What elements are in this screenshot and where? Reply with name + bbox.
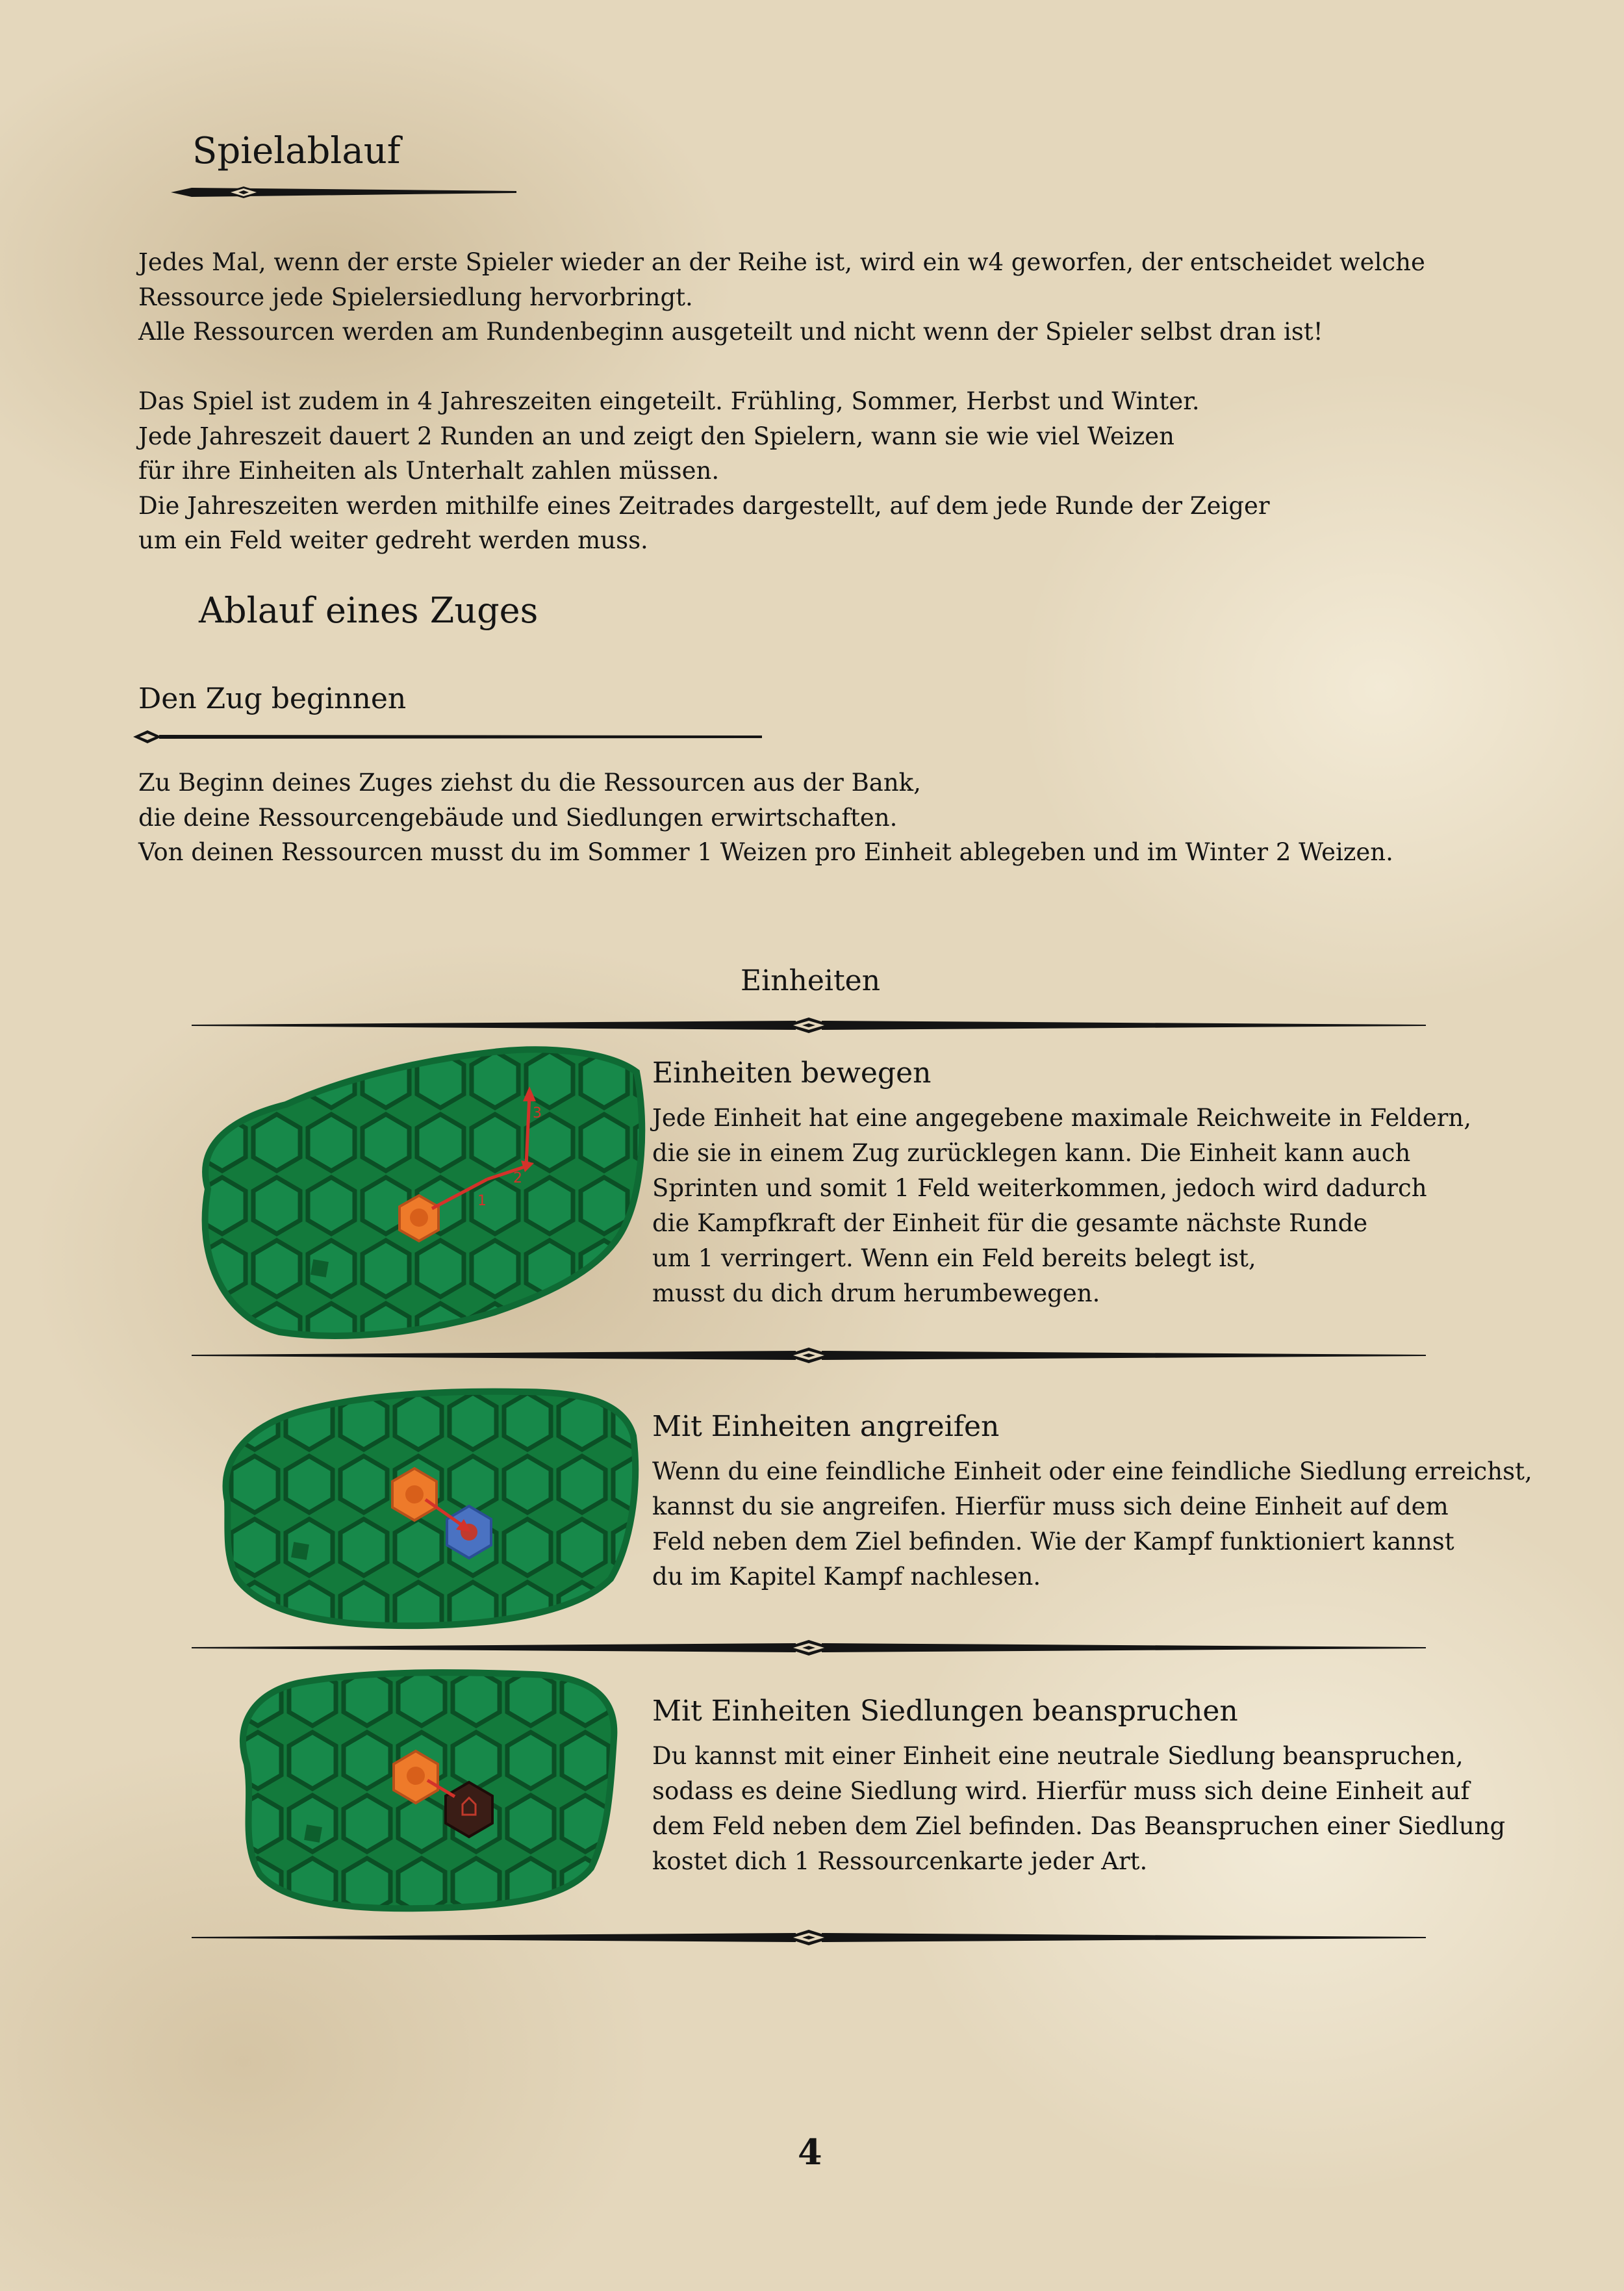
page-number: 4 — [798, 2131, 822, 2173]
section-title-ablauf: Ablauf eines Zuges — [199, 590, 539, 631]
text-line: Jede Jahreszeit dauert 2 Runden an und zeigt den Spielern, wann sie wie viel Weizen — [138, 422, 1174, 450]
board-illustration-settlement — [227, 1667, 630, 1913]
text-line: Zu Beginn deines Zuges ziehst du die Ressourcen aus der Bank, — [138, 769, 921, 797]
text-line: Wenn du eine feindliche Einheit oder eine feindliche Siedlung erreichst, — [652, 1457, 1532, 1485]
text-line: um ein Feld weiter gedreht werden muss. — [138, 526, 648, 554]
text-line: musst du dich drum herumbewegen. — [652, 1279, 1100, 1307]
arrow-label: 2 — [513, 1170, 522, 1186]
block-text-movement — [652, 1101, 1471, 1311]
block-title-settlement: Mit Einheiten Siedlungen beanspruchen — [652, 1695, 1238, 1728]
text-line: Jedes Mal, wenn der erste Spieler wieder an der Reihe ist, wird ein w4 geworfen, der entscheidet welche — [138, 248, 1425, 276]
arrow-label: 1 — [477, 1193, 487, 1209]
text-line: Die Jahreszeiten werden mithilfe eines Zeitrades dargestellt, auf dem jede Runde der Zeiger — [138, 491, 1270, 520]
text-line: die sie in einem Zug zurücklegen kann. Die Einheit kann auch — [652, 1139, 1411, 1167]
ornament-divider — [133, 728, 763, 747]
text-line: die deine Ressourcengebäude und Siedlungen erwirtschaften. — [138, 803, 898, 832]
text-line: Sprinten und somit 1 Feld weiterkommen, jedoch wird dadurch — [652, 1174, 1427, 1202]
block-title-movement: Einheiten bewegen — [652, 1056, 932, 1090]
text-line: du im Kapitel Kampf nachlesen. — [652, 1563, 1041, 1591]
section-title-spielablauf: Spielablauf — [192, 130, 401, 172]
text-line: sodass es deine Siedlung wird. Hierfür muss sich deine Einheit auf — [652, 1777, 1470, 1805]
text-line: Feld neben dem Ziel befinden. Wie der Kampf funktioniert kannst — [652, 1528, 1454, 1555]
subsection-title-zug-beginnen: Den Zug beginnen — [138, 682, 407, 715]
text-line: Du kannst mit einer Einheit eine neutrale Siedlung beanspruchen, — [652, 1742, 1464, 1770]
text-line: für ihre Einheiten als Unterhalt zahlen müssen. — [138, 457, 720, 485]
zug-beginnen-paragraph — [138, 765, 1393, 870]
block-text-attack — [652, 1454, 1532, 1594]
block-title-attack: Mit Einheiten angreifen — [652, 1410, 1000, 1443]
text-line: Das Spiel ist zudem in 4 Jahreszeiten eingeteilt. Frühling, Sommer, Herbst und Winter. — [138, 387, 1200, 415]
text-line: Alle Ressourcen werden am Rundenbeginn ausgeteilt und nicht wenn der Spieler selbst dran ist! — [138, 318, 1323, 346]
block-text-settlement — [652, 1739, 1505, 1879]
text-line: die Kampfkraft der Einheit für die gesamte nächste Runde — [652, 1209, 1368, 1237]
arrow-label: 3 — [533, 1105, 542, 1121]
ornament-divider — [166, 182, 516, 201]
spielablauf-paragraph-1 — [138, 245, 1425, 350]
ornament-divider — [192, 1014, 1426, 1037]
text-line: Jede Einheit hat eine angegebene maximale Reichweite in Feldern, — [652, 1104, 1471, 1132]
text-line: Ressource jede Spielersiedlung hervorbringt. — [138, 283, 693, 311]
text-line: kannst du sie angreifen. Hierfür muss sich deine Einheit auf dem — [652, 1492, 1449, 1520]
ornament-divider — [192, 1926, 1426, 1949]
text-line: kostet dich 1 Ressourcenkarte jeder Art. — [652, 1847, 1148, 1875]
section-title-einheiten: Einheiten — [741, 964, 881, 997]
board-illustration-movement — [188, 1046, 650, 1345]
text-line: um 1 verringert. Wenn ein Feld bereits belegt ist, — [652, 1244, 1256, 1272]
board-illustration-attack — [214, 1384, 643, 1631]
text-line: Von deinen Ressourcen musst du im Sommer 1 Weizen pro Einheit ablegeben und im Winter 2 Weizen. — [138, 838, 1393, 866]
text-line: dem Feld neben dem Ziel befinden. Das Beanspruchen einer Siedlung — [652, 1812, 1506, 1840]
settlement-hex — [446, 1782, 492, 1837]
spielablauf-paragraph-2 — [138, 384, 1270, 558]
ornament-divider — [192, 1636, 1426, 1659]
ornament-divider — [192, 1344, 1426, 1367]
